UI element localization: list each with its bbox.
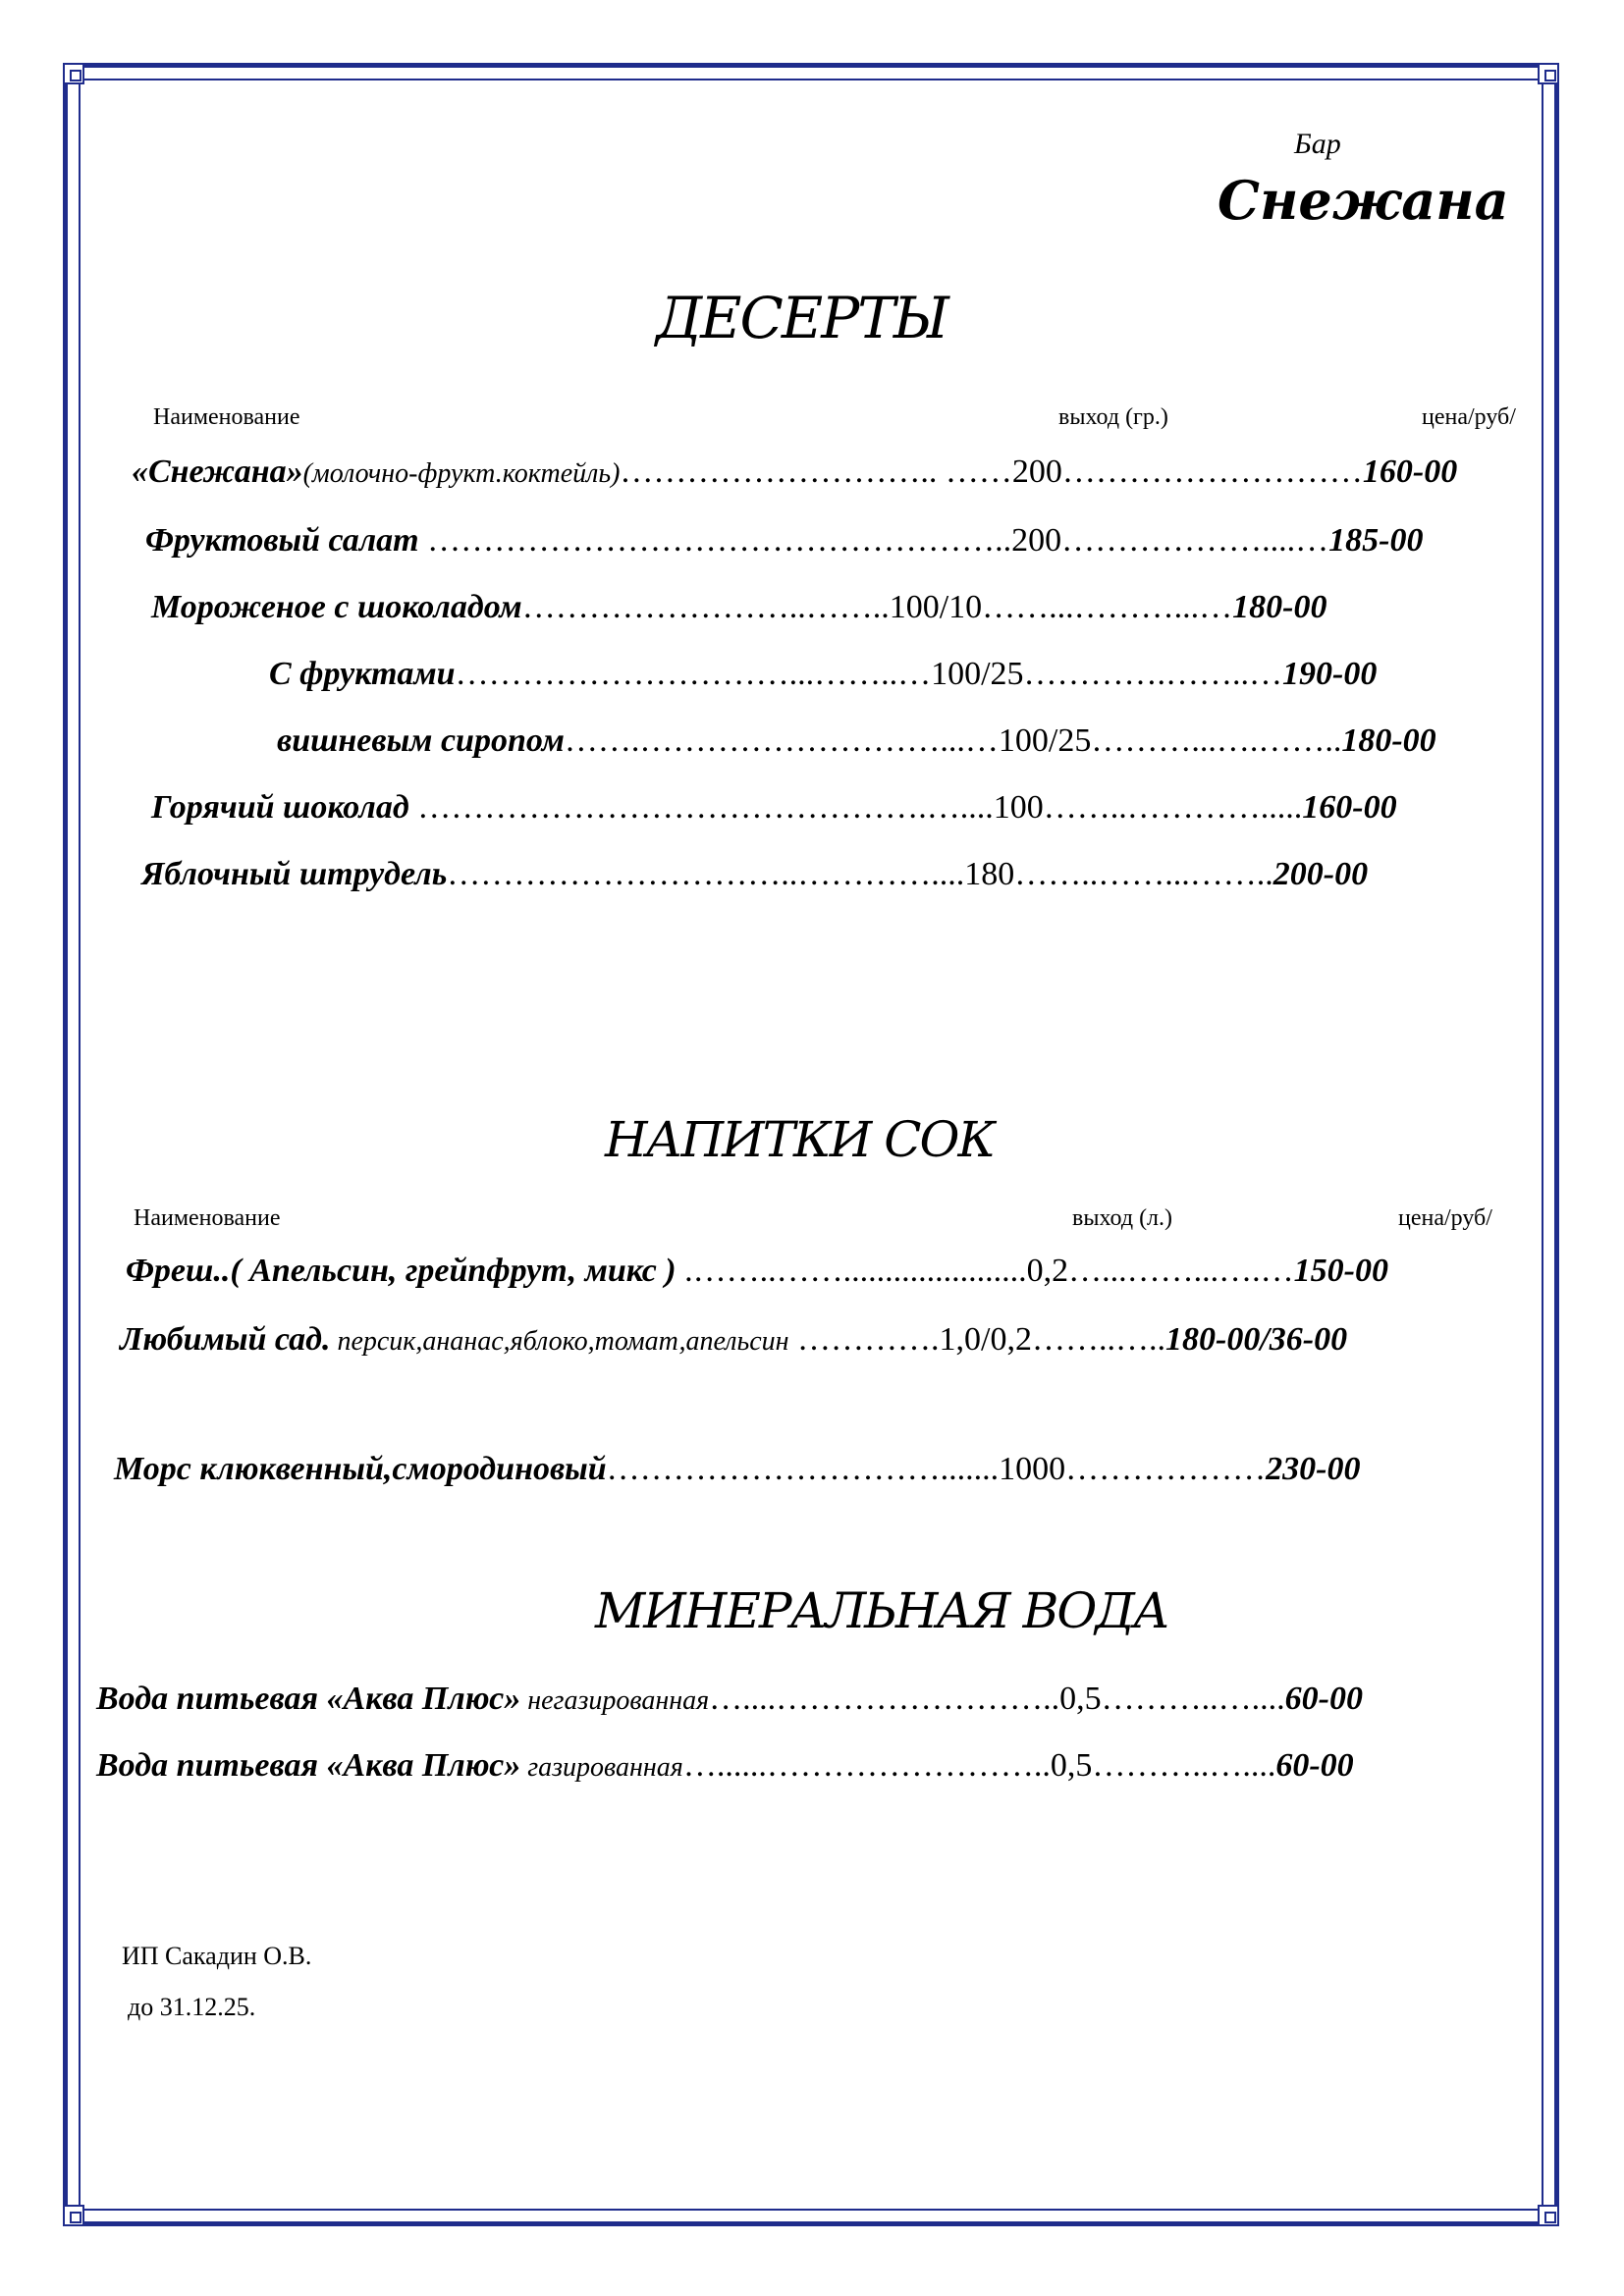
item-name: Фреш..( Апельсин, грейпфрут, микс ) <box>126 1253 677 1289</box>
item-price: 230-00 <box>1266 1451 1361 1487</box>
column-header-price: цена/руб/ <box>1398 1205 1492 1231</box>
item-price: 180-00/36-00 <box>1165 1321 1348 1358</box>
menu-item <box>126 1253 1388 1290</box>
corner-ornament <box>1538 2205 1559 2226</box>
menu-item <box>96 1747 1354 1785</box>
leader-dots: …………………………..………….... <box>447 856 965 892</box>
corner-ornament <box>63 63 84 84</box>
menu-item <box>269 656 1377 693</box>
menu-item <box>141 856 1368 893</box>
leader-dots: ……..……...…….. <box>1014 856 1273 892</box>
item-price: 60-00 <box>1275 1747 1354 1784</box>
item-price: 185-00 <box>1328 522 1424 559</box>
section-title-drinks: НАПИТКИ СОК <box>605 1111 995 1168</box>
leader-dots: …......…………………….. <box>682 1747 1051 1784</box>
leader-dots: ……………………..…….. <box>521 589 890 625</box>
item-price: 160-00 <box>1302 789 1397 826</box>
menu-item <box>151 589 1326 626</box>
leader-dots: ………..….... <box>1101 1681 1285 1717</box>
leader-dots: ……..….. <box>1032 1321 1165 1358</box>
menu-item <box>277 722 1436 760</box>
item-price: 60-00 <box>1284 1681 1363 1717</box>
item-output: 100/25 <box>931 656 1024 692</box>
item-output: 100/25 <box>998 722 1092 759</box>
menu-item <box>151 789 1397 827</box>
leader-dots: …...……...….… <box>1068 1253 1294 1289</box>
item-output: 1000 <box>999 1451 1066 1487</box>
column-header-name: Наименование <box>134 1205 281 1231</box>
item-price: 160-00 <box>1362 454 1458 490</box>
menu-item <box>96 1681 1363 1718</box>
bar-name: Снежана <box>1218 169 1509 232</box>
item-output: 100/10 <box>889 589 983 625</box>
leader-dots: …………………………...……..… <box>455 656 932 692</box>
item-note: персик,ананас,яблоко,томат,апельсин <box>330 1326 789 1357</box>
menu-item <box>145 522 1423 560</box>
item-price: 190-00 <box>1282 656 1378 692</box>
leader-dots: ………….……..… <box>1023 656 1283 692</box>
leader-dots: ……………………… <box>1061 454 1363 490</box>
section-title-desserts: ДЕСЕРТЫ <box>656 285 947 351</box>
menu-item <box>132 454 1457 491</box>
item-name: Морс клюквенный,смородиновый <box>114 1451 607 1487</box>
leader-dots: ………..….... <box>1092 1747 1276 1784</box>
leader-dots: …………. <box>788 1321 940 1358</box>
leader-dots: …………………………....... <box>606 1451 1000 1487</box>
item-name: «Снежана» <box>132 454 303 490</box>
owner-label: ИП Сакадин О.В. <box>122 1942 312 1970</box>
leader-dots: ……………………………………….….... <box>408 789 994 826</box>
corner-ornament <box>1538 63 1559 84</box>
leader-dots: ……...………...… <box>982 589 1233 625</box>
leader-dots: ………...….…….. <box>1091 722 1342 759</box>
leader-dots: …....…………………….. <box>709 1681 1060 1717</box>
item-output: 0,2 <box>1026 1253 1069 1289</box>
column-header-price: цена/руб/ <box>1422 404 1516 430</box>
item-price: 200-00 <box>1272 856 1369 892</box>
item-output: 200 <box>1011 454 1062 490</box>
item-note: газированная <box>520 1752 683 1783</box>
leader-dots: ……………………….. …… <box>620 454 1012 490</box>
item-price: 150-00 <box>1293 1253 1388 1289</box>
menu-item <box>114 1451 1360 1488</box>
item-name: Вода питьевая «Аква Плюс» <box>96 1747 521 1784</box>
leader-dots: ……..…………..... <box>1043 789 1303 826</box>
item-note: (молочно-фрукт.коктейль) <box>302 458 621 489</box>
item-price: 180-00 <box>1232 589 1327 625</box>
item-output: 180 <box>964 856 1015 892</box>
valid-until-label: до 31.12.25. <box>128 1993 256 2021</box>
column-header-output: выход (л.) <box>1072 1205 1173 1231</box>
leader-dots: ………………....… <box>1061 522 1329 559</box>
item-name: Мороженое с шоколадом <box>151 589 522 625</box>
item-output: 200 <box>1011 522 1062 559</box>
column-header-name: Наименование <box>153 404 300 430</box>
item-note: негазированная <box>520 1685 710 1716</box>
item-name: Любимый сад. <box>120 1321 331 1358</box>
item-name: Вода питьевая «Аква Плюс» <box>96 1681 521 1717</box>
leader-dots: …………………………………………….. <box>418 522 1012 559</box>
item-name: вишневым сиропом <box>277 722 565 759</box>
leader-dots: .……..……...................... <box>676 1253 1027 1289</box>
column-header-output: выход (гр.) <box>1058 404 1168 430</box>
corner-ornament <box>63 2205 84 2226</box>
item-name: Яблочный штрудель <box>141 856 448 892</box>
item-output: 100 <box>993 789 1044 826</box>
leader-dots: ……………… <box>1065 1451 1267 1487</box>
item-output: 0,5 <box>1050 1747 1093 1784</box>
item-name: Горячий шоколад <box>151 789 409 826</box>
section-title-water: МИНЕРАЛЬНАЯ ВОДА <box>595 1582 1168 1639</box>
item-name: Фруктовый салат <box>145 522 419 559</box>
menu-item <box>120 1321 1347 1359</box>
item-output: 1,0/0,2 <box>939 1321 1032 1358</box>
leader-dots: …….………………………...… <box>564 722 999 759</box>
item-output: 0,5 <box>1059 1681 1102 1717</box>
bar-label: Бар <box>1294 128 1341 160</box>
item-name: С фруктами <box>269 656 456 692</box>
item-price: 180-00 <box>1341 722 1436 759</box>
